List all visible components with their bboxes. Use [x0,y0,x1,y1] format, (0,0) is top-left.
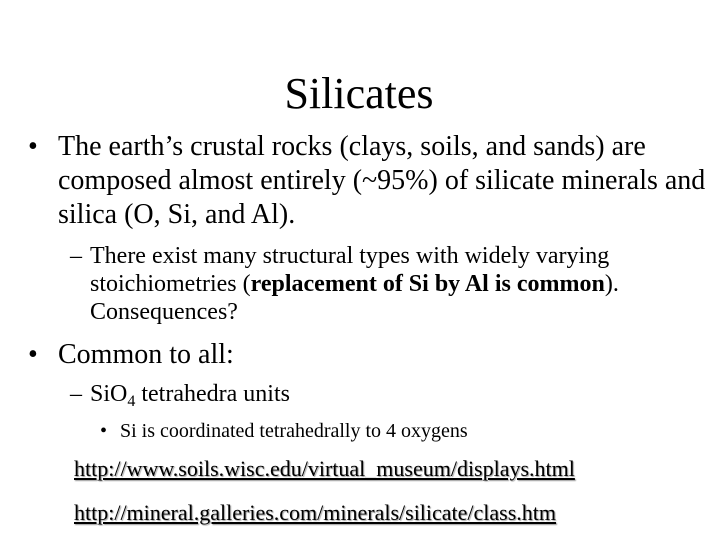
slide-title: Silicates [284,69,434,118]
dash-marker: – [70,243,82,269]
formula-subscript: 4 [127,393,136,410]
sub-bullet-bold-text: replacement of Si by Al is common [250,271,605,297]
bullet-marker: • [100,420,108,442]
formula-si: Si [90,381,111,407]
link-mineral-galleries[interactable]: http://mineral.galleries.com/minerals/silicate/class.htm [74,500,557,525]
formula-o: O [110,381,128,407]
bullet-marker: • [28,131,38,162]
sub-sub-bullet-text: Si is coordinated tetrahedrally to 4 oxygens [120,420,468,442]
sub-bullet-text-end: ). Consequences? [90,271,619,325]
bullet-text: The earth’s crustal rocks (clays, soils, and sands) are composed almost entirely (~95%) of silicate minerals and silica (O, Si, and Al). [58,131,706,230]
tetrahedra-text: tetrahedra units [135,381,290,407]
sub-bullet-text [90,242,690,326]
bullet-text: Common to all: [58,339,234,370]
sub-bullet-text [90,380,690,408]
link-soils-museum[interactable]: http://www.soils.wisc.edu/virtual_museum/displays.html [74,456,575,481]
dash-marker: – [70,381,82,407]
bullet-marker: • [28,339,38,370]
sub-bullet-text-start: There exist many structural types with widely varying stoichiometries ( [90,243,610,297]
